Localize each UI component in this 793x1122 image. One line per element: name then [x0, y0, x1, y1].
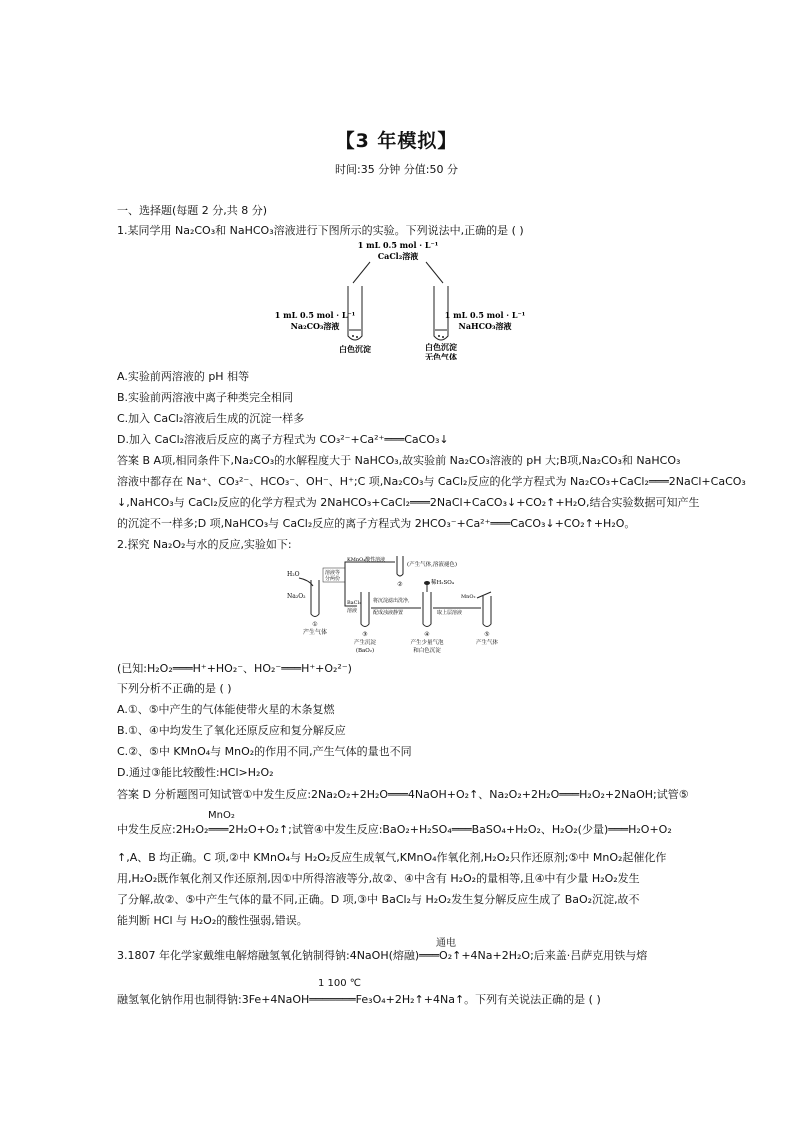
fig1-left-result: 白色沉淀 — [339, 344, 371, 354]
q2-answer-line-6: 能判断 HCl 与 H₂O₂的酸性强弱,错误。 — [117, 914, 308, 927]
q1-answer-line-3: ↓,NaHCO₃与 CaCl₂反应的化学方程式为 2NaHCO₃+CaCl₂═══2NaCl+CaCO₃↓+CO₂↑+H₂O,结合实验数据可知产生 — [117, 496, 700, 509]
fig1-left-label-1: 1 mL 0.5 mol · L⁻¹ — [274, 310, 356, 320]
q2-answer-line-4: 用,H₂O₂既作氧化剂又作还原剂,因①中所得溶液等分,故②、④中含有 H₂O₂的量相等,且④中有少量 H₂O₂发生 — [117, 872, 640, 885]
fig2-ppt: 产生沉淀 — [353, 640, 377, 646]
fig1-right-result-2: 无色气体 — [425, 352, 457, 360]
fig2-gas-bubble: 产生少量气泡 — [410, 640, 444, 646]
fig2-ppt2: (BaO₂) — [355, 648, 375, 654]
q1-stem: 1.某同学用 Na₂CO₃和 NaHCO₃溶液进行下图所示的实验。下列说法中,正确的是 ( ) — [117, 224, 524, 237]
tube-2 — [397, 556, 403, 576]
fig2-gas5: 产生气体 — [475, 640, 499, 646]
q2-answer-line-5: 了分解,故②、⑤中产生气体的量不同,正确。D 项,③中 BaCl₂与 H₂O₂发生复分解反应生成了 BaO₂沉淀,故不 — [117, 893, 640, 906]
q3-condition-temperature: 1 100 ℃ — [318, 978, 362, 989]
q1-option-c: C.加入 CaCl₂溶液后生成的沉淀一样多 — [117, 412, 305, 425]
fig2-upper: 取上层溶液 — [437, 610, 463, 616]
q2-answer-line-3: ↑,A、B 均正确。C 项,②中 KMnO₄与 H₂O₂反应生成氧气,KMnO₄作氧化剂,H₂O₂只作还原剂;⑤中 MnO₂起催化作 — [117, 851, 667, 864]
q2-answer-line-2: 中发生反应:2H₂O₂═══2H₂O+O₂↑;试管④中发生反应:BaO₂+H₂SO₄═══BaSO₄+H₂O₂、H₂O₂(少量)═══H₂O+O₂ — [117, 823, 672, 836]
fig2-split2: 分两份 — [325, 576, 341, 582]
q2-option-a: A.①、⑤中产生的气体能使带火星的木条复燃 — [117, 703, 335, 716]
q1-option-d: D.加入 CaCl₂溶液后反应的离子方程式为 CO₃²⁻+Ca²⁺═══CaCO₃↓ — [117, 433, 449, 446]
fig1-right-result-1: 白色沉淀 — [425, 342, 457, 352]
q2-option-b: B.①、④中均发生了氧化还原反应和复分解反应 — [117, 724, 346, 737]
q2-figure — [285, 556, 515, 658]
tube-4 — [423, 592, 431, 627]
time-score-info: 时间:35 分钟 分值:50 分 — [335, 163, 458, 176]
fig2-mno2: MnO₂ — [461, 594, 476, 600]
fig2-kmno4: KMnO₄酸性溶液 — [347, 557, 386, 563]
q1-answer-line-1: 答案 B A项,相同条件下,Na₂CO₃的水解程度大于 NaHCO₃,故实验前 Na₂CO₃溶液的 pH 大;B项,Na₂CO₃和 NaHCO₃ — [117, 454, 681, 467]
fig2-label-3: ③ — [362, 631, 368, 638]
fig2-filter: 将沉淀滤出洗净, — [373, 598, 410, 604]
q2-stem: 2.探究 Na₂O₂与水的反应,实验如下: — [117, 538, 292, 551]
q2-condition-mno2: MnO₂ — [208, 810, 235, 821]
section-heading: 一、选择题(每题 2 分,共 8 分) — [117, 204, 268, 217]
q1-answer-line-2: 溶液中都存在 Na⁺、CO₃²⁻、HCO₃⁻、OH⁻、H⁺;C 项,Na₂CO₃与 CaCl₂反应的化学方程式为 Na₂CO₃+CaCl₂═══2NaCl+CaCO₃ — [117, 475, 746, 488]
fig1-right-label-1: 1 mL 0.5 mol · L⁻¹ — [444, 310, 526, 320]
fig2-na2o2: Na₂O₂ — [287, 593, 306, 600]
q1-figure — [270, 238, 530, 360]
q2-option-c: C.②、⑤中 KMnO₄与 MnO₂的作用不同,产生气体的量也不同 — [117, 745, 412, 758]
tube-3 — [361, 592, 369, 627]
q2-option-d: D.通过③能比较酸性:HCl>H₂O₂ — [117, 766, 274, 779]
fig2-gas: 产生气体 — [302, 629, 328, 636]
fig2-label-4: ④ — [424, 631, 430, 638]
fig1-right-label-2: NaHCO₃溶液 — [458, 321, 512, 331]
q2-ask: 下列分析不正确的是 ( ) — [117, 682, 232, 695]
fig2-label-2: ② — [397, 581, 403, 588]
fig2-bubble-note: (产生气体,溶液褪色) — [407, 562, 458, 568]
fig1-left-label-2: Na₂CO₃溶液 — [290, 321, 340, 331]
fig2-gas-bubble2: 和白色沉淀 — [413, 648, 441, 654]
q2-answer-line-1: 答案 D 分析题图可知试管①中发生反应:2Na₂O₂+2H₂O═══4NaOH+O₂↑、Na₂O₂+2H₂O═══H₂O₂+2NaOH;试管⑤ — [117, 788, 689, 801]
fig2-filter2: 配成浊液静置 — [373, 610, 404, 616]
q1-option-b: B.实验前两溶液中离子种类完全相同 — [117, 391, 294, 404]
fig2-h2o: H₂O — [287, 571, 300, 578]
fig2-split: 溶液等 — [325, 570, 341, 576]
fig1-top-label-2: CaCl₂溶液 — [377, 251, 419, 261]
q1-option-a: A.实验前两溶液的 pH 相等 — [117, 370, 250, 383]
fig1-top-label-1: 1 mL 0.5 mol · L⁻¹ — [357, 240, 439, 250]
page-title: 【3 年模拟】 — [335, 130, 458, 152]
fig2-h2so4: 稀H₂SO₄ — [431, 580, 454, 586]
tube-5 — [483, 596, 491, 627]
q3-line-1: 3.1807 年化学家戴维电解熔融氢氧化钠制得钠:4NaOH(熔融)═══O₂↑+4Na+2H₂O;后来盖·吕萨克用铁与熔 — [117, 949, 648, 962]
q3-line-2: 融氢氧化钠作用也制得钠:3Fe+4NaOH═══════Fe₃O₄+2H₂↑+4Na↑。下列有关说法正确的是 ( ) — [117, 993, 601, 1006]
q1-answer-line-4: 的沉淀不一样多;D 项,NaHCO₃与 CaCl₂反应的离子方程式为 2HCO₃⁻+Ca²⁺═══CaCO₃↓+CO₂↑+H₂O。 — [117, 517, 636, 530]
q2-known: (已知:H₂O₂═══H⁺+HO₂⁻、HO₂⁻═══H⁺+O₂²⁻) — [117, 662, 352, 675]
fig2-bacl2: BaCl₂ — [347, 600, 362, 606]
fig2-label-5: ⑤ — [484, 631, 490, 638]
fig2-bacl2-2: 溶液 — [347, 608, 358, 614]
q3-condition-electrolysis: 通电 — [436, 938, 456, 949]
fig2-label-1: ① — [312, 621, 318, 628]
